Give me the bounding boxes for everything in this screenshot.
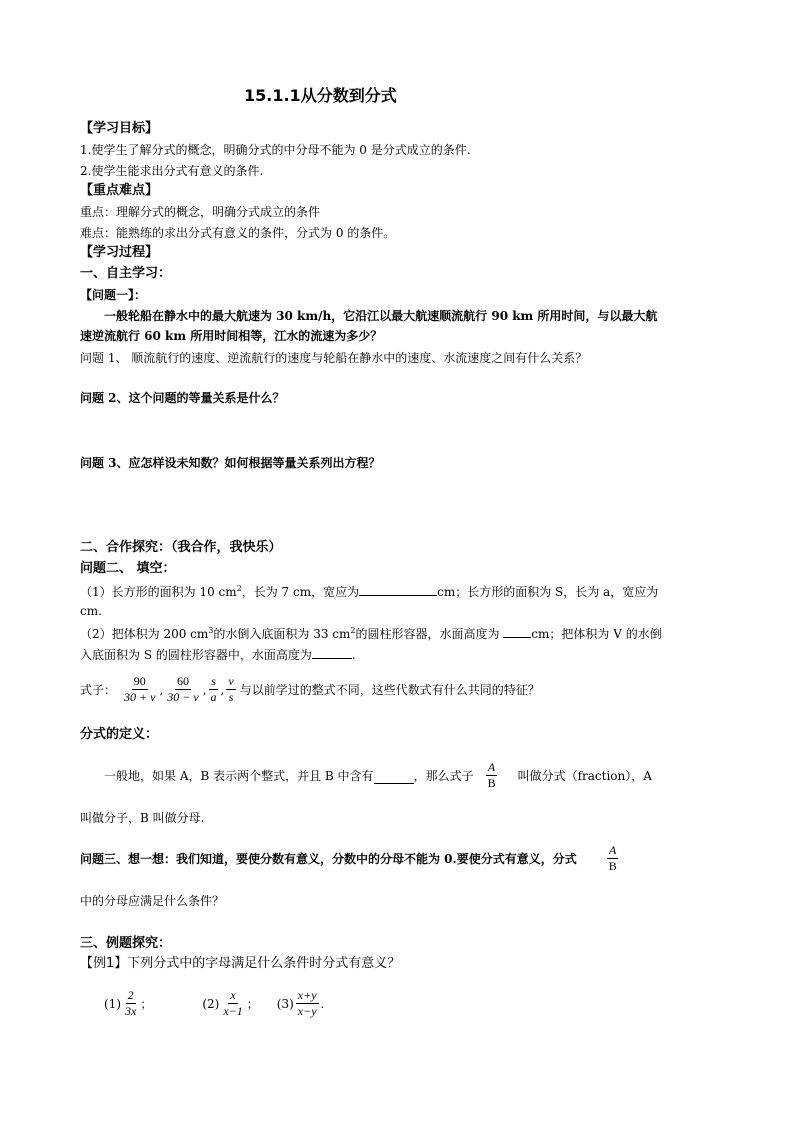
example-item-3-sep: . <box>320 996 325 1011</box>
problem-1-text-line-1: 一般轮船在静水中的最大航速为 30 km/h，它沿江以最大航速顺流航行 90 km 所用时间，与以最大航 <box>104 309 658 323</box>
sup-2b: 2 <box>350 626 356 635</box>
problem-2-label: 问题二、 填空： <box>80 561 176 576</box>
fill-line-2-part-f: . <box>351 648 356 662</box>
expression-label: 式子： <box>80 683 117 697</box>
example-fraction-3-den: x−y <box>297 1004 317 1018</box>
example-1-label: 【例1】下列分式中的字母满足什么条件时分式有意义？ <box>80 956 401 971</box>
comma-2: , <box>202 682 207 697</box>
fraction-a-b-den: B <box>487 776 496 790</box>
fill-line-2-part-a: （2）把体积为 200 cm <box>80 627 209 641</box>
width-blank[interactable] <box>359 583 437 596</box>
problem-3-text-1: 问题三、想一想：我们知道，要使分数有意义，分数中的分母不能为 0.要使分式有意义，分式 <box>80 852 577 866</box>
fraction-s-a-den: a <box>210 690 217 704</box>
fraction-v-s-num: v <box>228 674 234 688</box>
fill-line-2-part-d: cm；把体积为 V 的水倒 <box>531 627 662 641</box>
sub-question-1: 问题 1、 顺流航行的速度、逆流航行的速度与轮船在静水中的速度、水流速度之间有什么关系？ <box>80 351 588 365</box>
sup-2: 2 <box>236 584 242 593</box>
fraction-60-den: 30 − v <box>167 690 199 704</box>
example-item-1-index: (1) <box>104 996 121 1011</box>
fill-line-2-part-e: 入底面积为 S 的圆柱形容器中，水面高度为 <box>80 648 312 662</box>
fraction-v-s <box>226 674 235 705</box>
example-fraction-2 <box>221 988 244 1019</box>
expression-tail: 与以前学过的整式不同，这些代数式有什么共同的特征？ <box>239 683 540 697</box>
sub-question-2: 问题 2、这个问题的等量关系是什么？ <box>80 391 285 405</box>
definition-text-1: 一般地，如果 A，B 表示两个整式，并且 B 中含有 <box>104 769 374 783</box>
fraction-a-b <box>486 760 498 791</box>
fill-line-1-end: cm. <box>80 604 102 618</box>
fraction-s-a <box>209 674 219 705</box>
problem-3-text-2: 中的分母应满足什么条件？ <box>80 894 225 908</box>
fraction-a-b-num: A <box>487 760 496 774</box>
example-fraction-3 <box>296 988 319 1019</box>
fraction-60 <box>165 674 200 705</box>
definition-heading: 分式的定义： <box>80 727 159 742</box>
height-blank-2[interactable] <box>312 646 352 659</box>
fill-line-1-part-a: （1）长方形的面积为 10 cm <box>80 585 237 599</box>
definition-blank[interactable] <box>374 771 414 784</box>
example-item-3-index: (3) <box>276 996 294 1011</box>
key-item-2: 难点：能熟练的求出分式有意义的条件，分式为 0 的条件。 <box>80 226 396 240</box>
fraction-a-b-2 <box>607 843 619 874</box>
example-fraction-2-den: x−1 <box>223 1004 243 1018</box>
fill-line-2-part-b: 的水倒入底面积为 33 cm <box>213 627 351 641</box>
section-2-heading: 二、合作探究：（我合作，我快乐） <box>80 540 282 555</box>
problem-1-text-line-2: 速逆流航行 60 km 所用时间相等，江水的流速为多少？ <box>80 329 383 343</box>
problem-3-row <box>80 843 621 874</box>
page-title: 15.1.1从分数到分式 <box>244 86 397 105</box>
process-heading: 【学习过程】 <box>80 245 159 260</box>
fraction-a-b-2-den: B <box>608 859 617 873</box>
expression-row <box>80 674 540 705</box>
goal-item-1: 1.使学生了解分式的概念，明确分式的中分母不能为 0 是分式成立的条件. <box>80 143 471 157</box>
definition-text-2: ，那么式子 <box>413 769 474 783</box>
key-item-1: 重点：理解分式的概念，明确分式成立的条件 <box>80 205 321 219</box>
example-item-2-sep: ； <box>246 997 259 1011</box>
comma-3: , <box>220 682 225 697</box>
goals-heading: 【学习目标】 <box>80 121 159 136</box>
comma-1: , <box>159 682 164 697</box>
fill-line-1 <box>80 583 658 600</box>
fill-line-2b <box>80 646 356 663</box>
definition-text-3: 叫做分式（fraction），A <box>517 769 652 783</box>
example-fraction-2-num: x <box>230 988 236 1002</box>
definition-text-4: 叫做分子，B 叫做分母. <box>80 811 205 825</box>
example-fraction-1-den: 3x <box>125 1004 137 1018</box>
fill-line-1-part-c: cm；长方形的面积为 S，长为 a，宽应为 <box>437 585 659 599</box>
fraction-90 <box>122 674 157 705</box>
example-fraction-3-num: x+y <box>297 988 317 1002</box>
key-heading: 【重点难点】 <box>80 183 159 198</box>
section-3-heading: 三、例题探究： <box>80 936 172 951</box>
height-blank-1[interactable] <box>503 625 531 638</box>
goal-item-2: 2.使学生能求出分式有意义的条件. <box>80 164 264 178</box>
example-fraction-1 <box>123 988 138 1019</box>
fraction-90-den: 30 + v <box>124 690 156 704</box>
example-fraction-1-num: 2 <box>127 988 134 1002</box>
example-items <box>104 988 324 1019</box>
fraction-60-num: 60 <box>177 674 189 688</box>
fraction-a-b-2-num: A <box>609 843 617 857</box>
example-item-2-index: (2) <box>202 996 220 1011</box>
fill-line-2 <box>80 625 662 642</box>
definition-row <box>104 760 652 791</box>
fill-line-1-part-b: ，长为 7 cm，宽应为 <box>241 585 360 599</box>
fraction-90-num: 90 <box>133 674 146 688</box>
problem-1-label: 【问题一】： <box>80 288 147 302</box>
sup-3: 3 <box>208 626 214 635</box>
sub-question-3: 问题 3、应怎样设未知数？如何根据等量关系列出方程？ <box>80 456 381 470</box>
fraction-s-a-num: s <box>211 674 216 688</box>
fraction-v-s-den: s <box>228 690 234 704</box>
section-1-heading: 一、自主学习： <box>80 266 172 281</box>
fill-line-2-part-c: 的圆柱形容器，水面高度为 <box>355 627 504 641</box>
example-item-1-sep: ； <box>140 997 153 1011</box>
